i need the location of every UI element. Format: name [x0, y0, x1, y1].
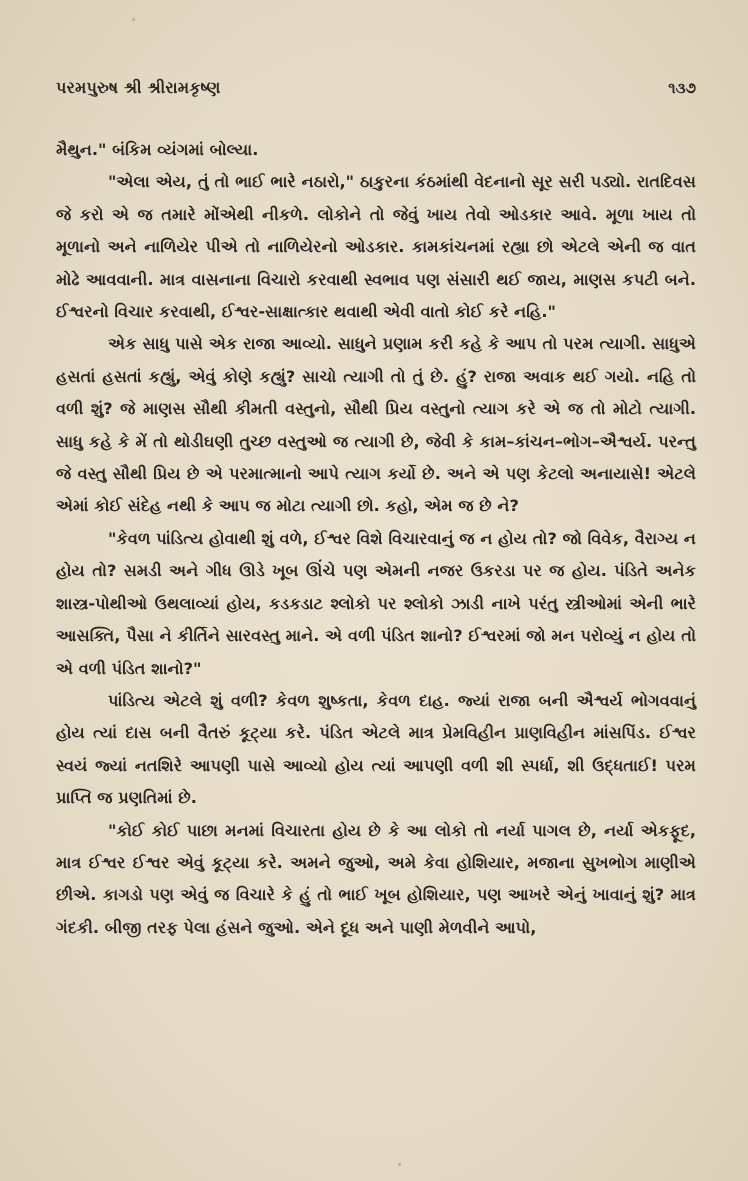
running-title: પરમપુરુષ શ્રી શ્રીરામકૃષ્ણ: [56, 78, 221, 97]
running-head: [56, 78, 696, 98]
paragraph: મૈથુન." બંકિમ વ્યંગમાં બોલ્યા.: [56, 140, 259, 159]
paper-speck: [132, 18, 135, 21]
paragraph: "કોઈ કોઈ પાછા મનમાં વિચારતા હોય છે કે આ લોકો તો નર્યા પાગલ છે, નર્યા એકફૂદ, માત્ર ઈશ્વર ઈશ્વર એવું કૂટ્યા કરે. અમને જુઓ, અમે કેવા હોશિયાર, મજાના સુખભોગ માણીએ છીએ. કાગડો પણ એવું જ વિચારે કે હું તો ભાઈ ખૂબ હોશિયાર, પણ આખરે એનું ખાવાનું શું? માત્ર ગંદકી. બીજી તરફ પેલા હંસને જુઓ. એને દૂધ અને પાણી મેળવીને આપો,: [56, 820, 696, 937]
paragraph: "એલા એય, તું તો ભાઈ ભારે નઠારો," ઠાકુરના કંઠમાંથી વેદનાનો સૂર સરી પડ્યો. રાતદિવસ જે કરો એ જ તમારે મોંએથી નીકળે. લોકોને તો જેવું ખાય તેવો ઓડકાર આવે. મૂળા ખાય તો મૂળાનો અને નાળિયેર પીએ તો નાળિયેરનો ઓડકાર. કામકાંચનમાં રહ્યા છો એટલે એની જ વાત મોઢે આવવાની. માત્ર વાસનાના વિચારો કરવાથી સ્વભાવ પણ સંસારી થઈ જાય, માણસ કપટી બને. ઈશ્વરનો વિચાર કરવાથી, ઈશ્વર-સાક્ષાત્કાર થવાથી એવી વાતો કોઈ કરે નહિ.": [56, 172, 696, 322]
page-body: [56, 134, 696, 944]
paper-speck: [398, 1163, 401, 1166]
paragraph: "કેવળ પાંડિત્ય હોવાથી શું વળે, ઈશ્વર વિશે વિચારવાનું જ ન હોય તો? જો વિવેક, વૈરાગ્ય ન હોય તો? સમડી અને ગીધ ઊડે ખૂબ ઊંચે પણ એમની નજર ઉકરડા પર જ હોય. પંડિતે અનેક શાસ્ત્ર-પોથીઓ ઉથલાવ્યાં હોય, કડકડાટ શ્લોકો પર શ્લોકો ઝાડી નાખે પરંતુ સ્ત્રીઓમાં એની ભારે આસક્તિ, પૈસા ને કીર્તિને સારવસ્તુ માને. એ વળી પંડિત શાનો? ઈશ્વરમાં જો મન પરોવ્યું ન હોય તો એ વળી પંડિત શાનો?": [56, 528, 696, 678]
paragraph: એક સાધુ પાસે એક રાજા આવ્યો. સાધુને પ્રણામ કરી કહે કે આપ તો પરમ ત્યાગી. સાધુએ હસતાં હસતાં કહ્યું, એવું કોણે કહ્યું? સાચો ત્યાગી તો તું છે. હું? રાજા અવાક થઈ ગયો. નહિ તો વળી શું? જે માણસ સૌથી કીમતી વસ્તુનો, સૌથી પ્રિય વસ્તુનો ત્યાગ કરે એ જ તો મોટો ત્યાગી. સાધુ કહે કે મેં તો થોડીઘણી તુચ્છ વસ્તુઓ જ ત્યાગી છે, જેવી કે કામ–કાંચન–ભોગ–ઐશ્વર્ય. પરન્તુ જે વસ્તુ સૌથી પ્રિય છે એ પરમાત્માનો આપે ત્યાગ કર્યો છે. અને એ પણ કેટલો અનાયાસે! એટલે એમાં કોઈ સંદેહ નથી કે આપ જ મોટા ત્યાગી છો. કહો, એમ જ છે ને?: [56, 334, 696, 516]
page-number: ૧૩૭: [668, 79, 696, 97]
paragraph: પાંડિત્ય એટલે શું વળી? કેવળ શુષ્કતા, કેવળ દાહ. જ્યાં રાજા બની ઐશ્વર્ય ભોગવવાનું હોય ત્યાં દાસ બની વૈતરું કૂટ્યા કરે. પંડિત એટલે માત્ર પ્રેમવિહીન પ્રાણવિહીન માંસપિંડ. ઈશ્વર સ્વયં જ્યાં નતશિરે આપણી પાસે આવ્યો હોય ત્યાં આપણી વળી શી સ્પર્ધા, શી ઉદ્ધતાઈ! પરમ પ્રાપ્તિ જ પ્રણતિમાં છે.: [56, 690, 696, 808]
